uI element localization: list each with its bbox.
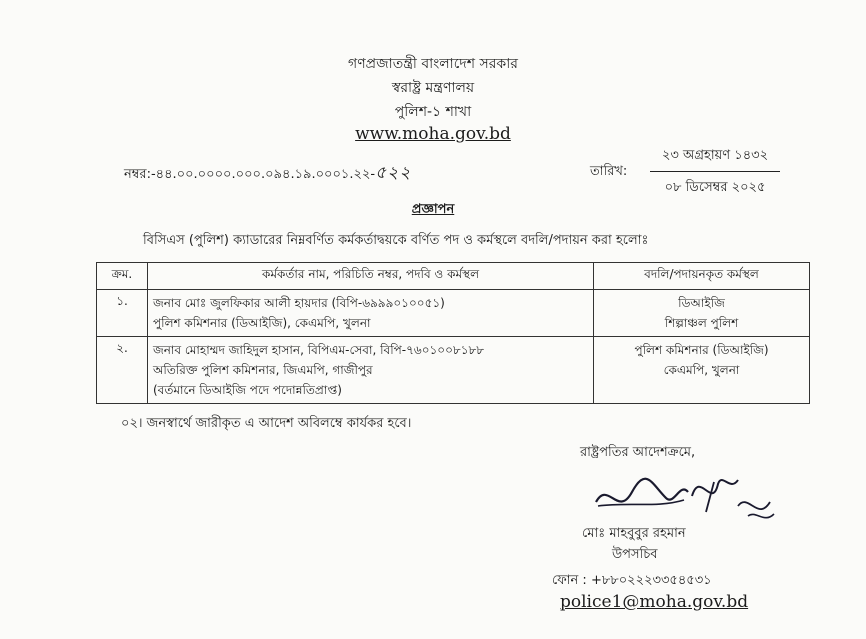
row1-officer (148, 290, 594, 337)
row1-officer-line1: জনাব মোঃ জুলফিকার আলী হায়দার (বিপি-৬৯৯৯০১০০৫১) (153, 296, 445, 310)
row2-officer-line2: অতিরিক্ত পুলিশ কমিশনার, জিএমপি, গাজীপুর (153, 363, 373, 377)
row2-officer-line3: (বর্তমানে ডিআইজি পদে পদোন্নতিপ্রাপ্ত) (153, 383, 342, 397)
presidential-order: রাষ্ট্রপতির আদেশক্রমে, (580, 445, 696, 460)
date-block (650, 146, 780, 199)
signatory-phone: ফোন : +৮৮০২২২৩৩৫৪৫৩১ (552, 573, 712, 588)
row1-serial: ১. (97, 290, 148, 337)
memo-number (124, 160, 411, 188)
signatory-name: মোঃ মাহবুবুর রহমান (582, 526, 686, 541)
document-title: প্রজ্ঞাপন (411, 202, 455, 217)
table-row (97, 290, 810, 337)
table-header-row (97, 263, 810, 290)
row1-posting-line1: ডিআইজি (678, 296, 725, 310)
row1-officer-line2: পুলিশ কমিশনার (ডিআইজি), কেএমপি, খুলনা (153, 316, 371, 330)
row2-officer-line1: জনাব মোহাম্মদ জাহিদুল হাসান, বিপিএম-সেবা, বিপি-৭৬০১০০৮১৮৮ (153, 343, 485, 357)
paragraph-two: ০২। জনস্বার্থে জারীকৃত এ আদেশ অবিলম্বে কার্যকর হবে। (121, 416, 412, 431)
website-link-row (0, 124, 866, 144)
signatory-email-link[interactable]: police1@moha.gov.bd (560, 592, 749, 612)
row1-posting (594, 290, 810, 337)
table-row (97, 337, 810, 404)
branch-heading: পুলিশ-১ শাখা (394, 104, 472, 120)
signatory-designation: উপসচিব (612, 547, 658, 562)
header-serial: ক্রম. (97, 263, 148, 290)
government-heading: গণপ্রজাতন্ত্রী বাংলাদেশ সরকার (348, 56, 518, 72)
row2-posting (594, 337, 810, 404)
memo-number-text: -৪৪.০০.০০০০.০০০.০৯৪.১৯.০০০১.২২- (150, 167, 376, 182)
row2-posting-line1: পুলিশ কমিশনার (ডিআইজি) (634, 343, 769, 357)
row2-posting-line2: কেএমপি, খুলনা (663, 363, 740, 377)
row1-posting-line2: শিল্পাঞ্চল পুলিশ (664, 316, 739, 330)
date-bengali: ২৩ অগ্রহায়ণ ১৪৩২ (650, 146, 780, 172)
header-officer: কর্মকর্তার নাম, পরিচিতি নম্বর, পদবি ও কর্মস্থল (148, 263, 594, 290)
handwritten-signature (588, 462, 778, 532)
date-gregorian: ০৮ ডিসেম্বর ২০২৫ (664, 180, 766, 195)
memo-handwritten-number: ৫২২ (375, 163, 412, 183)
memo-label: নম্বর: (124, 167, 151, 182)
row2-serial: ২. (97, 337, 148, 404)
date-label: তারিখ: (590, 164, 628, 179)
header-posting: বদলি/পদায়নকৃত কর্মস্থল (594, 263, 810, 290)
website-link[interactable]: www.moha.gov.bd (355, 124, 511, 144)
ministry-heading: স্বরাষ্ট্র মন্ত্রণালয় (391, 80, 475, 96)
posting-table (96, 262, 810, 404)
row2-officer (148, 337, 594, 404)
intro-text: বিসিএস (পুলিশ) ক্যাডারের নিম্নবর্ণিত কর্মকর্তাদ্বয়কে বর্ণিত পদ ও কর্মস্থলে বদলি/পদায়ন করা হলোঃ (143, 233, 649, 248)
